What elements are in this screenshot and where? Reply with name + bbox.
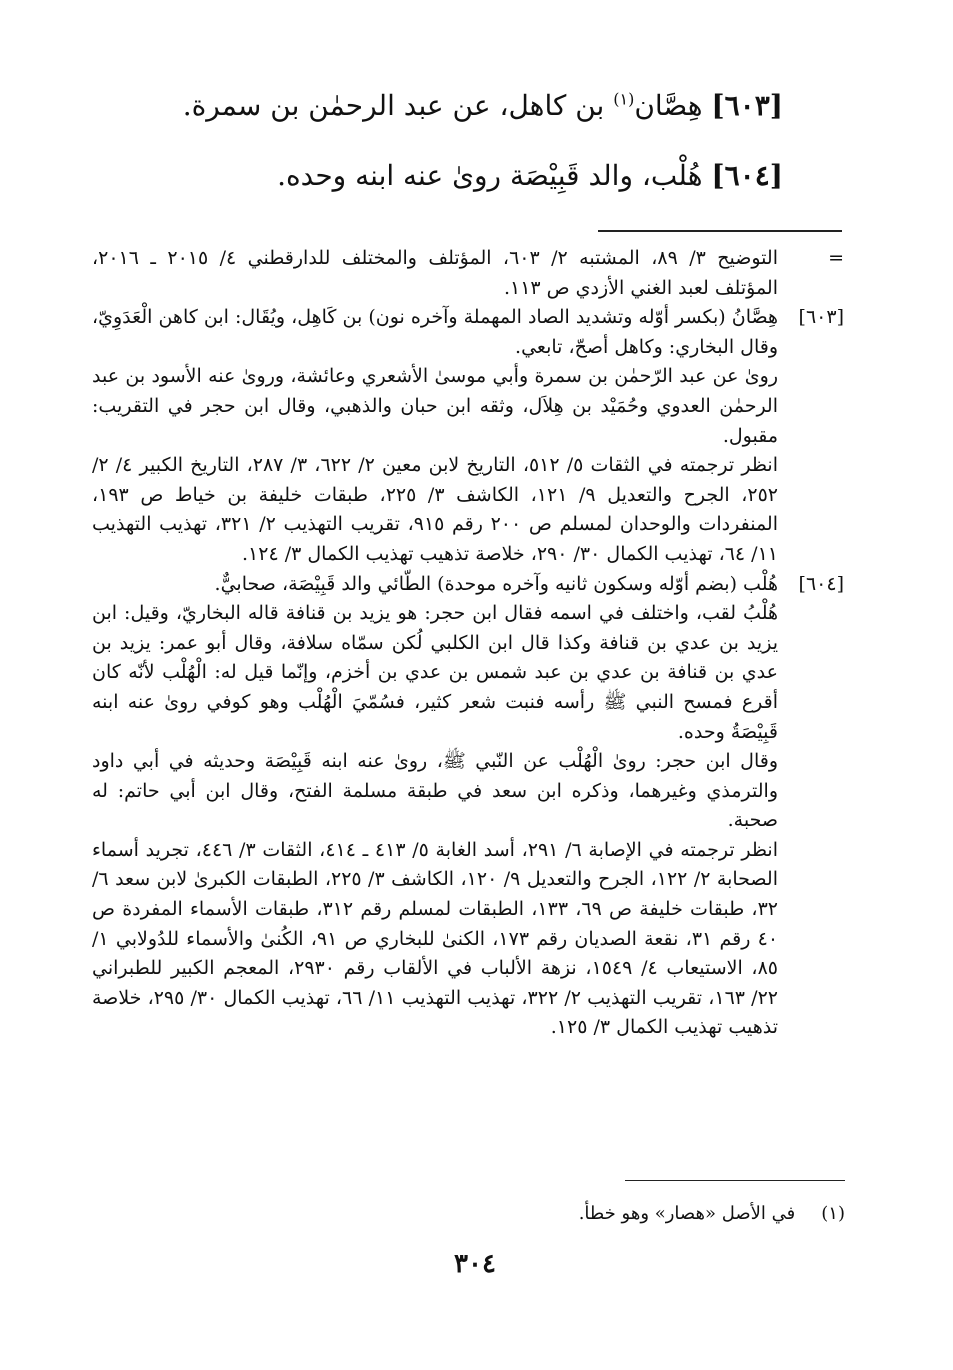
footnote-ref: (١) (613, 89, 635, 109)
note-label: [٦٠٣] (798, 306, 844, 329)
entry-number: [٦٠٤] (711, 159, 783, 192)
entry-text: بن كاهل، عن عبد الرحمٰن بن سمرة. (182, 89, 605, 122)
notes-separator (598, 230, 842, 232)
footnote-number: (١) (821, 1203, 845, 1224)
commentary-notes (92, 244, 844, 1043)
entry-number: [٦٠٣] (711, 89, 783, 122)
footnote (579, 1200, 845, 1228)
entry-name: هِصَّان (634, 89, 703, 122)
entry-603-main (163, 86, 783, 126)
note-paragraph: هُلْبُ لقب، واختلف في اسمه فقال ابن حجر: هو يزيد بن قنافة قاله البخاريّ، وقيل: ابن يزيد بن عدي بن قنافة وكذا قال ابن الكلبي لُكن سمّاه سلافة، وقال أبو عمر: يزيد بن عدي بن قنافة بن عدي بن عبد شمس بن عدي بن أخزم، وإنّما قيل له: الْهُلْب لأنّه كان أقرع فمسح النبي ﷺ رأسه فنبت شعر كثير، فسُمّيَ الْهُلْب وهو كوفي روىٰ عنه ابنه قَبِيْصَةُ وحده. (92, 602, 778, 743)
footnote-rule (625, 1180, 845, 1181)
note-paragraph: وقال ابن حجر: روىٰ الْهُلْب عن النّبي ﷺ، روىٰ عنه ابنه قَبِيْصَة وحديثه في أبي داود والترمذي وغيرهما، وذكره ابن سعد في طبقة مسلمة الفتح، وقال ابن أبي حاتم: له صحبة. (92, 750, 778, 832)
entry-604-main (163, 156, 783, 196)
note-603 (92, 303, 844, 569)
note-paragraph: روىٰ عن عبد الرّحمٰن بن سمرة وأبي موسىٰ الأشعري وعائشة، وروىٰ عنه الأسود بن عبد الرحمٰن العدوي وحُمَيْد بن هِلاَل، وثقه ابن حبان والذهبي، وقال ابن حجر في التقريب: مقبول. (92, 365, 778, 447)
note-paragraph: هُلْب (بضم أوّله وسكون ثانيه وآخره موحدة) الطّائي والد قَبِيْصَة، صحابيٌّ. (214, 572, 778, 595)
note-604 (92, 570, 844, 1044)
note-paragraph: انظر ترجمته في الثقات ٥/ ٥١٢، التاريخ لابن معين ٢/ ٦٢٢، ٣/ ٢٨٧، التاريخ الكبير ٤/ ٢/ ٢٥٢، الجرح والتعديل ٩/ ١٢١، الكاشف ٣/ ٢٢٥، طبقات خليفة بن خياط ص ١٩٣، المنفردات والوحدان لمسلم ص ٢٠٠ رقم ٩١٥، تقريب التهذيب ٢/ ٣٢١، تهذيب التهذيب ١١/ ٦٤، تهذيب الكمال ٣٠/ ٢٩٠، خلاصة تذهيب تهذيب الكمال ٣/ ١٢٤. (92, 454, 779, 565)
note-continuation (92, 244, 844, 303)
note-paragraph: هِصَّانُ (بكسر أوّله وتشديد الصاد المهملة وآخره نون) بن كَاهِل، ويُقَال: ابن كاهن الْعَدَوِيّ، وقال البخاري: وكاهل أصحّ، تابعي. (92, 306, 778, 358)
note-label: [٦٠٤] (798, 572, 844, 595)
note-label: = (828, 247, 844, 269)
footnote-text: في الأصل «هصار» وهو خطأ. (578, 1203, 796, 1224)
page-number: ٣٠٤ (454, 1249, 496, 1279)
note-paragraph: التوضيح ٣/ ٨٩، المشتبه ٢/ ٦٠٣، المؤتلف والمختلف للدارقطني ٤/ ٢٠١٥ ـ ٢٠١٦، المؤتلف لعبد الغني الأزدي ص ١١٣. (92, 247, 778, 299)
note-paragraph: انظر ترجمته في الإصابة ٦/ ٢٩١، أسد الغابة ٥/ ٤١٣ ـ ٤١٤، الثقات ٣/ ٤٤٦، تجريد أسماء الصحابة ٢/ ١٢٢، الجرح والتعديل ٩/ ١٢٠، الكاشف ٣/ ٢٢٥، الطبقات الكبرىٰ لابن سعد ٦/ ٣٢، طبقات خليفة ص ٦٩، ١٣٣، الطبقات لمسلم رقم ٣١٢، طبقات الأسماء المفردة ص ٤٠ رقم ٣١، نقعة الصديان رقم ١٧٣، الكنىٰ للبخاري ص ٩١، الكُنىٰ والأسماء للدُولابي ١/ ٨٥، الاستيعاب ٤/ ١٥٤٩، نزهة الألباب في الألقاب رقم ٢٩٣٠، المعجم الكبير للطبراني ٢٢/ ١٦٣، تقريب التهذيب ٢/ ٣٢٢، تهذيب التهذيب ١١/ ٦٦، تهذيب الكمال ٣٠/ ٢٩٥، خلاصة تذهيب تهذيب الكمال ٣/ ١٢٥. (92, 838, 779, 1039)
entry-name: هُلْب، (641, 159, 703, 192)
entry-text: والد قَبِيْصَة روىٰ عنه ابنه وحده. (277, 159, 633, 192)
